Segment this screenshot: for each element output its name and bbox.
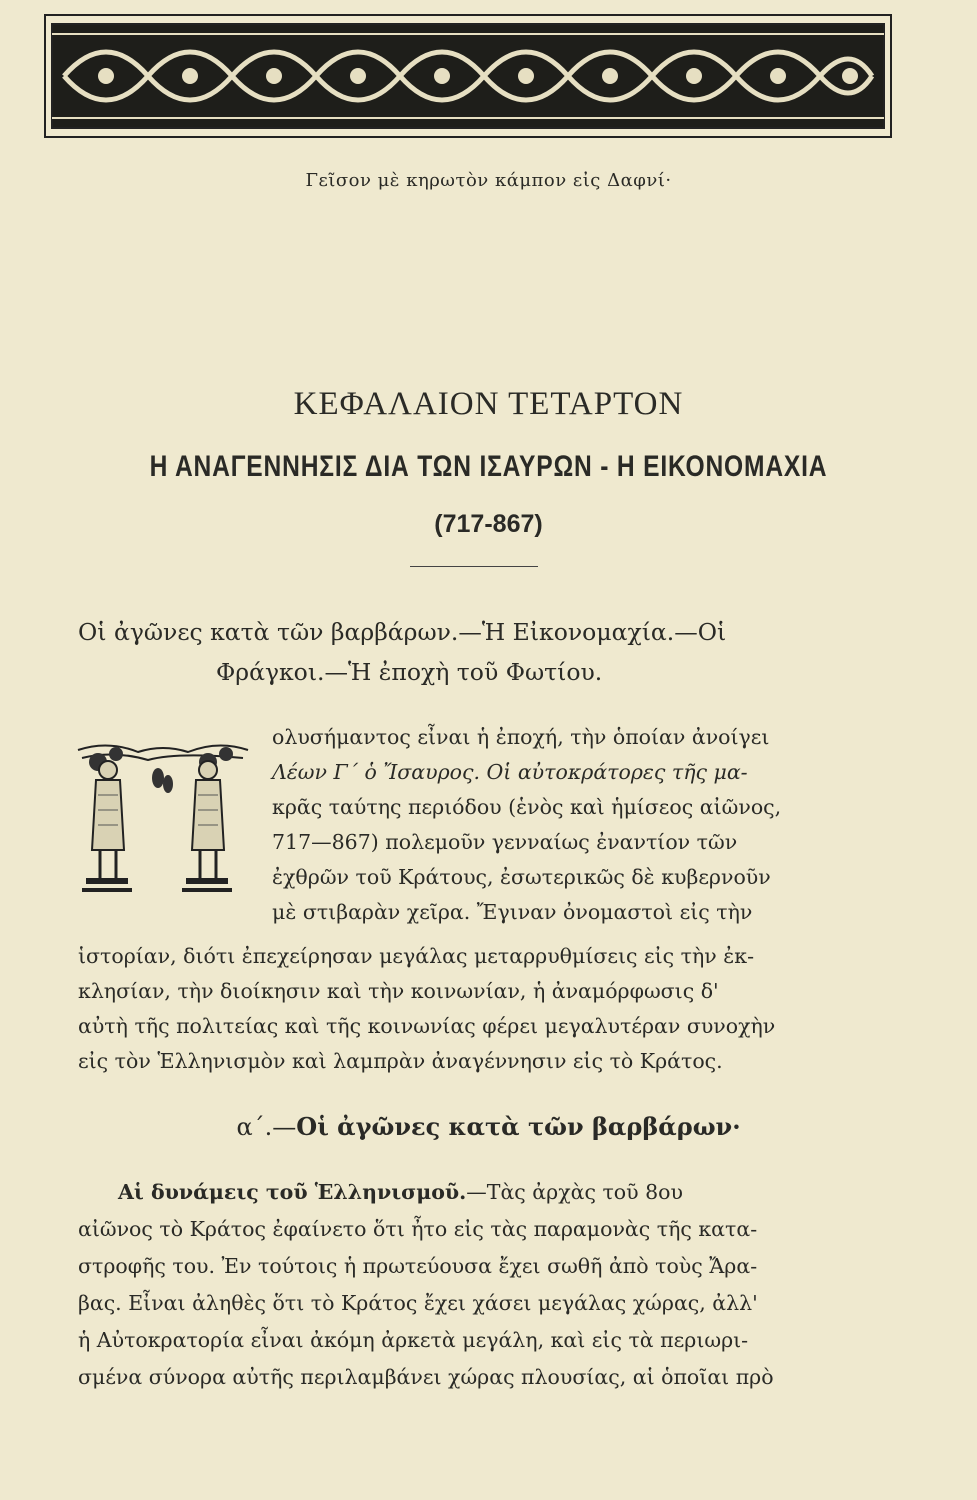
section-heading: [0, 1112, 977, 1141]
intro-line: κλησίαν, τὴν διοίκησιν καὶ τὴν κοινωνίαν, ἡ ἀναμόρφωσις δ': [78, 979, 719, 1003]
chapter-subtitle: [78, 612, 908, 692]
divider-rule: [410, 566, 538, 567]
chapter-heading: ΚΕΦΑΛΑΙΟΝ ΤΕΤΑΡΤΟΝ: [293, 386, 684, 422]
paragraph-heading: Αἱ δυνάμεις τοῦ Ἑλληνισμοῦ.: [118, 1180, 467, 1204]
intro-line: εἰς τὸν Ἑλληνισμὸν καὶ λαμπρὰν ἀναγέννησιν εἰς τὸ Κράτος.: [78, 1049, 723, 1073]
intro-line: κρᾶς ταύτης περιόδου (ἑνὸς καὶ ἡμίσεος αἰῶνος,: [272, 795, 782, 819]
ornamental-header-band: [44, 14, 892, 138]
para-line: σμένα σύνορα αὐτῆς περιλαμβάνει χώρας πλουσίας, αἱ ὁποῖαι πρὸ: [78, 1365, 774, 1389]
intro-line: μὲ στιβαρὰν χεῖρα. Ἔγιναν ὀνομαστοὶ εἰς τὴν: [272, 900, 753, 924]
intro-line: αὐτὴ τῆς πολιτείας καὶ τῆς κοινωνίας φέρει μεγαλυτέραν συνοχὴν: [78, 1014, 776, 1038]
section-label: α΄.—: [236, 1113, 297, 1141]
para-line: βας. Εἶναι ἀληθὲς ὅτι τὸ Κράτος ἔχει χάσει μεγάλας χώρας, ἀλλ': [78, 1291, 758, 1315]
ornament-caption: Γεῖσον μὲ κηρωτὸν κάμπον εἰς Δαφνί·: [305, 170, 672, 191]
para-line-first: [118, 1177, 683, 1207]
para-line: ἡ Αὐτοκρατορία εἶναι ἀκόμη ἀρκετὰ μεγάλη, καὶ εἰς τὰ περιωρι-: [78, 1328, 749, 1352]
intro-line: ἐχθρῶν τοῦ Κράτους, ἐσωτερικῶς δὲ κυβερνοῦν: [272, 865, 771, 889]
intro-line: ἱστορίαν, διότι ἐπεχείρησαν μεγάλας μεταρρυθμίσεις εἰς τὴν ἐκ-: [78, 944, 754, 968]
intro-line: Λέων Γ΄ ὁ Ἴσαυρος. Οἱ αὐτοκράτορες τῆς μα-: [272, 760, 748, 784]
drop-cap-illustration: [68, 740, 258, 900]
para-line: —Τὰς ἀρχὰς τοῦ 8ου: [466, 1180, 683, 1204]
chapter-dates: (717-867): [434, 510, 543, 538]
intro-line: ολυσήμαντος εἶναι ἡ ἐποχή, τὴν ὁποίαν ἀνοίγει: [272, 725, 770, 749]
chapter-title: Η ΑΝΑΓΕΝΝΗΣΙΣ ΔΙΑ ΤΩΝ ΙΣΑΥΡΩΝ - Η ΕΙΚΟΝΟΜΑΧΙΑ: [149, 450, 828, 483]
para-line: στροφῆς του. Ἐν τούτοις ἡ πρωτεύουσα ἔχει σωθῆ ἀπὸ τοὺς Ἄρα-: [78, 1254, 758, 1278]
intro-line: 717—867) πολεμοῦν γενναίως ἐναντίον τῶν: [272, 830, 738, 854]
para-line: αἰῶνος τὸ Κράτος ἐφαίνετο ὅτι ἦτο εἰς τὰς παραμονὰς τῆς κατα-: [78, 1217, 758, 1241]
subtitle-line-2: Φράγκοι.—Ἡ ἐποχὴ τοῦ Φωτίου.: [216, 658, 603, 686]
section-title: Οἱ ἀγῶνες κατὰ τῶν βαρβάρων·: [296, 1112, 741, 1141]
subtitle-line-1: Οἱ ἀγῶνες κατὰ τῶν βαρβάρων.—Ἡ Εἰκονομαχία.—Οἱ: [78, 618, 727, 646]
